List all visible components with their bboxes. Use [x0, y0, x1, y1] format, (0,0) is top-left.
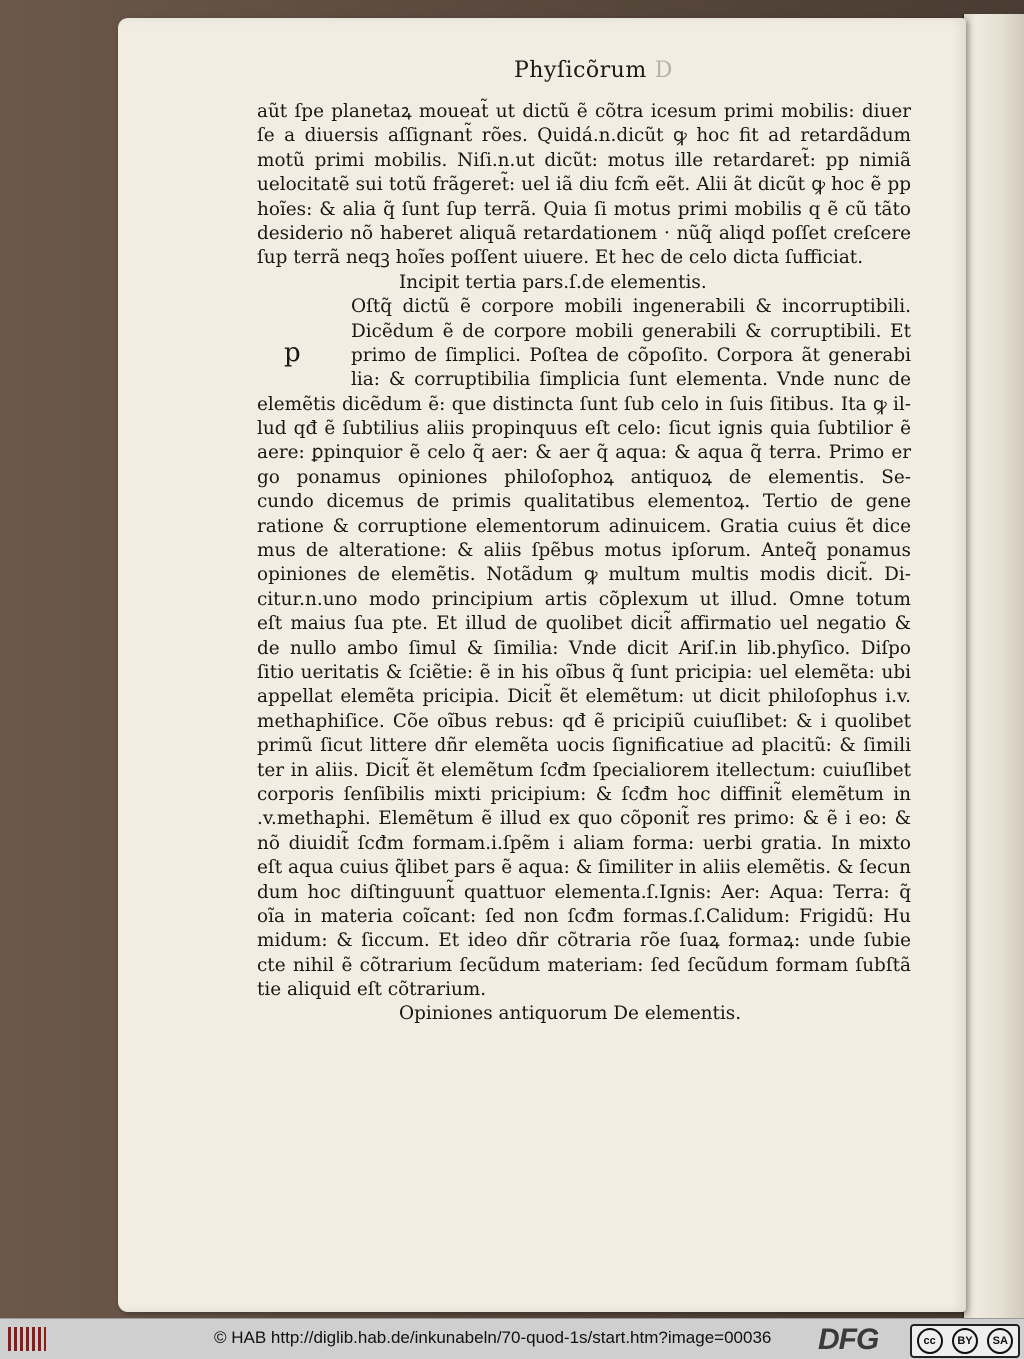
text-line: motũ primi mobilis. Niſi.n.ut dicũt: motus ille retardaret̃: pp nimiã	[257, 149, 911, 171]
sa-icon: SA	[987, 1328, 1013, 1354]
text-line: primũ ſicut littere dñr elemẽta uocis ſignificatiue ad placitũ: & ſimili	[257, 735, 911, 757]
text-line: ratione & corruptione elementorum adinuicem. Gratia cuius ẽt dice	[257, 515, 911, 537]
text-line: go ponamus opiniones philoſophoꝝ antiquoꝝ de elementis. Se‑	[257, 466, 911, 488]
initial-capital-guide: p	[284, 338, 301, 368]
dfg-logo: DFG	[818, 1323, 879, 1356]
text-line: opiniones de elemẽtis. Notãdum ꝙ multum multis modis dicit̃. Di‑	[257, 564, 911, 586]
text-line: desiderio nõ haberet aliquã retardationem · nũq̃ aliqd poſſet creſcere	[257, 222, 911, 244]
text-line: cundo dicemus de primis qualitatibus elementoꝝ. Tertio de gene	[257, 491, 911, 513]
text-line: aere: ꝑpinquior ẽ celo q̃ aer: & aer q̃ aqua: & aqua q̃ terra. Primo er	[257, 442, 911, 464]
copyright-link[interactable]: © HAB http://diglib.hab.de/inkunabeln/70-quod-1s/start.htm?image=00036	[214, 1328, 772, 1347]
text-line: elemẽtis dicẽdum ẽ: que distincta ſunt ſub celo in ſuis ſitibus. Ita ꝙ il‑	[257, 393, 911, 415]
text-line: mus de alteratione: & aliis ſpẽbus motus ipſorum. Anteq̃ ponamus	[257, 540, 911, 562]
text-line: aũt ſpe planetaꝝ moueat̃ ut dictũ ẽ cõtra icesum primi mobilis: diuer	[257, 101, 911, 122]
text-line: midum: & ſiccum. Et ideo dñr cõtraria rõe ſuaꝝ formaꝝ: unde ſubie	[257, 930, 911, 952]
text-line: ſup terrã neqꝫ hoĩes poſſent uiuere. Et hec de celo dicta ſufficiat.	[257, 247, 864, 269]
cc-icon: cc	[917, 1328, 943, 1354]
text-line: Oſtq̃ dictũ ẽ corpore mobili ingenerabili & incorruptibili.	[351, 296, 911, 318]
text-line: appellat elemẽta pricipia. Dicit̃ ẽt elemẽtum: ut dicit philoſophus i.v.	[257, 686, 911, 708]
running-head-text: Phyſicõrum	[514, 58, 647, 83]
text-line: .v.methaphi. Elemẽtum ẽ illud ex quo cõponit̃ res primo: & ẽ i eo: &	[257, 808, 911, 830]
text-line: corporis ſenſibilis mixti pricipium: & ſcđm hoc diffinit̃ elemẽtum in	[257, 783, 911, 805]
viewer-footer	[0, 1318, 1024, 1359]
text-line: hoĩes: & alia q̃ ſunt ſup terrã. Quia ſi motus primi mobilis q ẽ cũ tãto	[257, 198, 911, 220]
text-line: primo de ſimplici. Poſtea de cõpoſito. Corpora ãt generabi	[351, 344, 911, 366]
text-line: ſe a diuersis aſſignant̃ rões. Quidá.n.dicũt ꝙ hoc fit ad retardãdum	[257, 125, 911, 147]
text-line: ter in aliis. Dicit̃ ẽt elemẽtum ſcđm ſpecialiorem itellectum: cuiuſlibet	[257, 759, 911, 781]
text-line: nõ diuidit̃ ſcđm formam.i.ſpẽm i aliam forma: uerbi gratia. In mixto	[257, 832, 911, 854]
cc-license-badge[interactable]	[910, 1324, 1020, 1358]
text-line: dum hoc diſtinguunt̃ quattuor elementa.ſ.Ignis: Aer: Aqua: Terra: q̃	[257, 881, 911, 903]
library-logo	[8, 1327, 46, 1351]
text-line: tie aliquid eſt cõtrarium.	[257, 979, 487, 1001]
text-line: Dicẽdum ẽ de corpore mobili generabili & corruptibili. Et	[351, 320, 911, 342]
next-page-edge	[962, 14, 1024, 1318]
text-line: eſt aqua cuius q̃libet pars ẽ aqua: & ſimiliter in aliis elemẽtis. & ſecun	[257, 857, 911, 879]
text-line: de nullo ambo ſimul & ſimilia: Vnde dicit Ariſ.in lib.phyſico. Diſpo	[257, 637, 911, 659]
page-body	[257, 100, 911, 1027]
running-head	[514, 58, 673, 83]
text-line: lia: & corruptibilia ſimplicia ſunt elementa. Vnde nunc de	[351, 369, 911, 391]
text-line: cte nihil ẽ cõtrarium ſecũdum materiam: ſed ſecũdum formam ſubſtã	[257, 954, 911, 976]
text-line: ſitio ueritatis & ſciẽtie: ẽ in his oĩbus q̃ ſunt pricipia: uel elemẽta: ubi	[257, 661, 911, 683]
text-line: eſt maius ſua pte. Et illud de quolibet dicit̃ affirmatio uel negatio &	[257, 613, 911, 635]
section-heading: Opiniones antiquorum De elementis.	[399, 1003, 742, 1025]
text-line: oĩa in materia coĩcant: ſed non ſcđm formas.ſ.Calidum: Frigidũ: Hu	[257, 905, 911, 927]
text-line: lud qđ ẽ ſubtilius aliis propinquus eſt celo: ſicut ignis quia ſubtilior ẽ	[257, 418, 911, 440]
text-line: methaphiſice. Cõe oĩbus rebus: qđ ẽ pricipiũ cuiuſlibet: & i quolibet	[257, 710, 911, 732]
text-line: citur.n.uno modo principium artis cõplexum ut illud. Omne totum	[257, 588, 911, 610]
running-head-ghost: D	[654, 58, 673, 83]
section-heading: Incipit tertia pars.ſ.de elementis.	[399, 271, 707, 293]
by-icon: BY	[952, 1328, 978, 1354]
text-line: uelocitatẽ sui totũ frãgeret̃: uel iã diu fcm̃ eẽt. Alii ãt dicũt ꝙ hoc ẽ pp	[257, 174, 911, 196]
